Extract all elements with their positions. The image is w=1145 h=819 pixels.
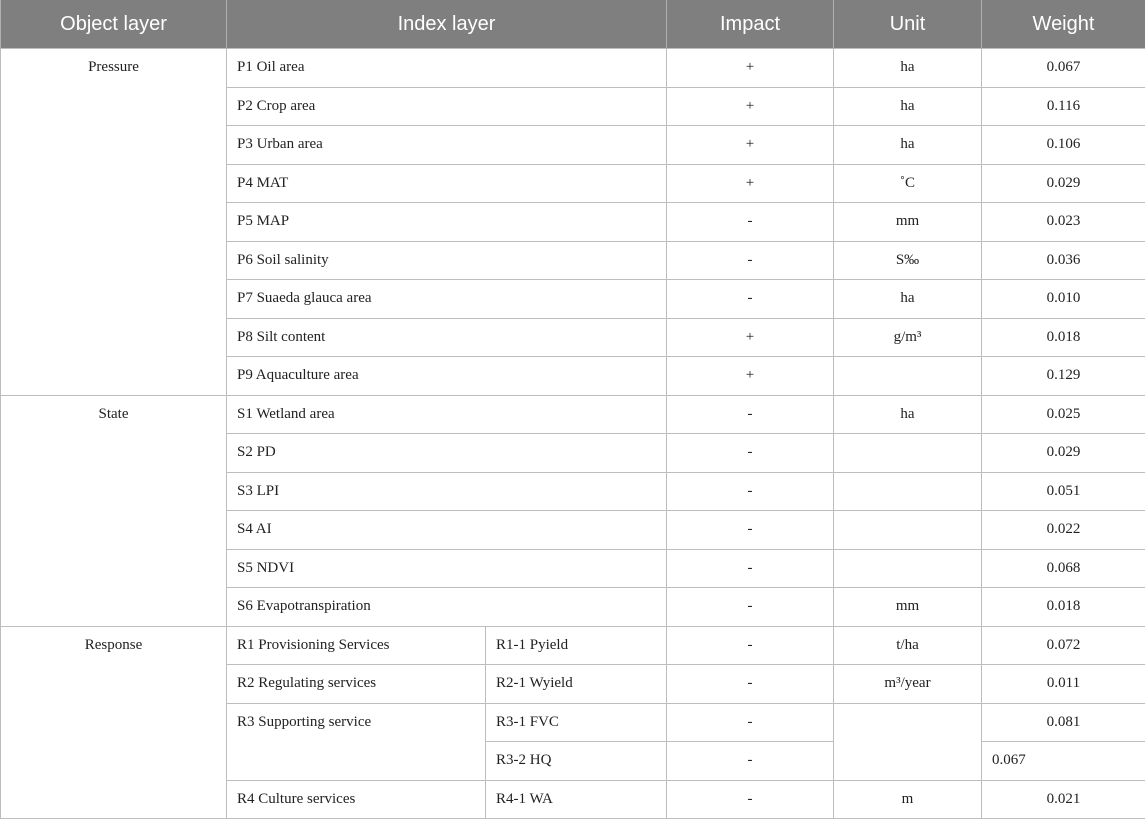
impact-cell: -	[667, 472, 834, 511]
index-cell: S2 PD	[227, 434, 667, 473]
unit-cell	[834, 549, 982, 588]
weight-cell: 0.010	[982, 280, 1145, 319]
weight-cell: 0.036	[982, 241, 1145, 280]
unit-cell: ˚C	[834, 164, 982, 203]
index-cell: S5 NDVI	[227, 549, 667, 588]
header-index-layer: Index layer	[227, 0, 667, 49]
index-cell: R1 Provisioning Services	[227, 626, 486, 665]
table-row	[1, 395, 1145, 434]
group-state: State	[1, 395, 227, 626]
sub-index-cell: R4-1 WA	[486, 780, 667, 819]
weight-cell: 0.018	[982, 588, 1145, 627]
weight-cell: 0.081	[982, 703, 1145, 742]
weight-cell: 0.129	[982, 357, 1145, 396]
unit-cell: mm	[834, 588, 982, 627]
index-cell: P5 MAP	[227, 203, 667, 242]
index-cell: S6 Evapotranspiration	[227, 588, 667, 627]
weight-cell: 0.018	[982, 318, 1145, 357]
index-cell: S3 LPI	[227, 472, 667, 511]
unit-cell: t/ha	[834, 626, 982, 665]
unit-cell: mm	[834, 203, 982, 242]
unit-cell	[834, 434, 982, 473]
weight-cell: 0.067	[982, 49, 1145, 88]
table-row	[1, 49, 1145, 88]
index-cell: R4 Culture services	[227, 780, 486, 819]
unit-cell: S‰	[834, 241, 982, 280]
unit-cell	[834, 357, 982, 396]
header-row	[1, 0, 1145, 49]
group-pressure: Pressure	[1, 49, 227, 396]
weight-cell: 0.067	[982, 742, 1145, 781]
index-cell: R3 Supporting service	[227, 703, 486, 780]
impact-cell: -	[667, 203, 834, 242]
weight-cell: 0.072	[982, 626, 1145, 665]
index-cell: S4 AI	[227, 511, 667, 550]
index-cell: P7 Suaeda glauca area	[227, 280, 667, 319]
impact-cell: +	[667, 318, 834, 357]
impact-cell: +	[667, 126, 834, 165]
header-weight: Weight	[982, 0, 1145, 49]
impact-cell: -	[667, 549, 834, 588]
weight-cell: 0.021	[982, 780, 1145, 819]
unit-cell	[834, 703, 982, 780]
unit-cell: ha	[834, 280, 982, 319]
impact-cell: +	[667, 49, 834, 88]
table-row	[1, 626, 1145, 665]
weight-cell: 0.051	[982, 472, 1145, 511]
index-cell: P1 Oil area	[227, 49, 667, 88]
header-impact: Impact	[667, 0, 834, 49]
impact-cell: -	[667, 780, 834, 819]
unit-cell: ha	[834, 126, 982, 165]
index-cell: P9 Aquaculture area	[227, 357, 667, 396]
weight-cell: 0.025	[982, 395, 1145, 434]
index-cell: P3 Urban area	[227, 126, 667, 165]
impact-cell: -	[667, 511, 834, 550]
impact-cell: -	[667, 626, 834, 665]
unit-cell	[834, 511, 982, 550]
unit-cell: m³/year	[834, 665, 982, 704]
index-cell: S1 Wetland area	[227, 395, 667, 434]
impact-cell: -	[667, 588, 834, 627]
impact-cell: +	[667, 164, 834, 203]
impact-cell: -	[667, 703, 834, 742]
unit-cell	[834, 472, 982, 511]
index-cell: R2 Regulating services	[227, 665, 486, 704]
impact-cell: +	[667, 357, 834, 396]
impact-cell: -	[667, 665, 834, 704]
sub-index-cell: R3-1 FVC	[486, 703, 667, 742]
impact-cell: +	[667, 87, 834, 126]
sub-index-cell: R2-1 Wyield	[486, 665, 667, 704]
unit-cell: g/m³	[834, 318, 982, 357]
weight-cell: 0.068	[982, 549, 1145, 588]
header-object-layer: Object layer	[1, 0, 227, 49]
unit-cell: m	[834, 780, 982, 819]
impact-cell: -	[667, 395, 834, 434]
weight-cell: 0.011	[982, 665, 1145, 704]
unit-cell: ha	[834, 87, 982, 126]
impact-cell: -	[667, 434, 834, 473]
index-cell: P8 Silt content	[227, 318, 667, 357]
weight-cell: 0.023	[982, 203, 1145, 242]
group-response: Response	[1, 626, 227, 819]
weight-cell: 0.106	[982, 126, 1145, 165]
unit-cell: ha	[834, 395, 982, 434]
index-cell: P4 MAT	[227, 164, 667, 203]
impact-cell: -	[667, 280, 834, 319]
index-cell: P6 Soil salinity	[227, 241, 667, 280]
weight-cell: 0.116	[982, 87, 1145, 126]
impact-cell: -	[667, 241, 834, 280]
unit-cell: ha	[834, 49, 982, 88]
weight-cell: 0.029	[982, 434, 1145, 473]
sub-index-cell: R3-2 HQ	[486, 742, 667, 781]
index-cell: P2 Crop area	[227, 87, 667, 126]
weight-cell: 0.029	[982, 164, 1145, 203]
header-unit: Unit	[834, 0, 982, 49]
impact-cell: -	[667, 742, 834, 781]
sub-index-cell: R1-1 Pyield	[486, 626, 667, 665]
weight-cell: 0.022	[982, 511, 1145, 550]
